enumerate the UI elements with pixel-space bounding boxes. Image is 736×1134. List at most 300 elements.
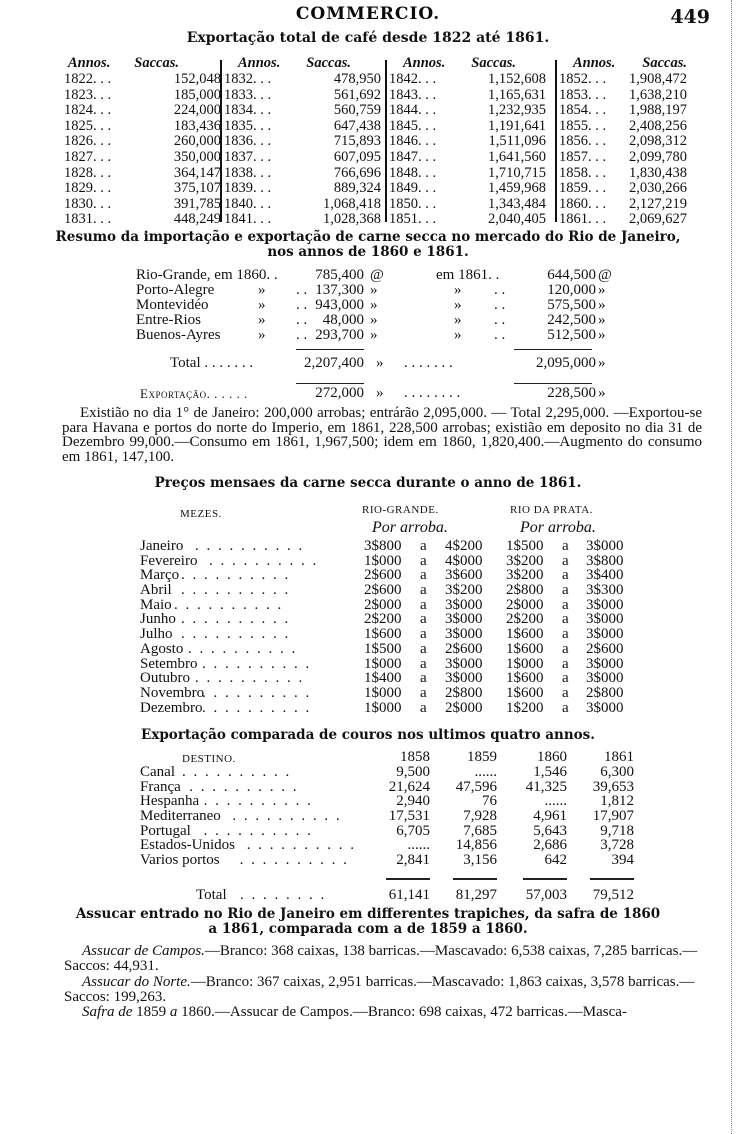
couros-title: Exportação comparada de couros nos ultimos quatro annos. bbox=[141, 727, 595, 743]
coffee-year: 1836. . . bbox=[224, 133, 272, 150]
carne-1861: 644,500 bbox=[547, 267, 596, 283]
carne-row bbox=[136, 268, 636, 283]
coffee-bags: 715,893 bbox=[333, 133, 381, 150]
coffee-bags: 1,988,197 bbox=[629, 102, 687, 119]
rp-min: 2$200 bbox=[506, 611, 544, 628]
coffee-bags: 478,950 bbox=[333, 71, 381, 87]
couros-value: 394 bbox=[611, 852, 634, 869]
carne-origin: Buenos-Ayres bbox=[136, 327, 221, 343]
carne-mid: » bbox=[454, 297, 462, 313]
coffee-bags: 2,408,256 bbox=[629, 117, 687, 134]
couros-table bbox=[140, 749, 634, 903]
carne-summary-table bbox=[136, 268, 636, 401]
leader-dots: . . . . . . . bbox=[404, 355, 453, 371]
carne-paragraph bbox=[62, 406, 702, 464]
rg-min: 1$000 bbox=[364, 699, 402, 716]
coffee-year: 1826. . . bbox=[64, 133, 112, 150]
coffee-header-bags: Saccas. bbox=[306, 55, 351, 71]
carne-origin: Rio-Grande, em 1860. . bbox=[136, 267, 278, 283]
coffee-year: 1840. . . bbox=[224, 195, 272, 212]
export-label: Exportação. . . . . . bbox=[140, 386, 248, 401]
range-sep: a bbox=[562, 626, 569, 643]
couros-row bbox=[140, 822, 634, 839]
coffee-year: 1838. . . bbox=[224, 164, 272, 181]
leader-dots: . . . . . . . . . . bbox=[203, 822, 313, 839]
price-row bbox=[140, 598, 630, 613]
rp-max: 3$800 bbox=[586, 552, 624, 569]
range-sep: a bbox=[420, 582, 427, 599]
carne-1860: 137,300 bbox=[315, 282, 364, 298]
couros-total: 57,003 bbox=[525, 886, 567, 903]
couros-row bbox=[140, 808, 634, 825]
export-rule bbox=[514, 383, 592, 384]
coffee-bags: 766,696 bbox=[333, 164, 381, 181]
coffee-bags: 1,511,096 bbox=[488, 133, 546, 150]
destination: Mediterraneo bbox=[140, 808, 221, 825]
coffee-year: 1857. . . bbox=[559, 149, 607, 165]
rg-min: 2$600 bbox=[364, 582, 402, 599]
page-number: 449 bbox=[670, 6, 710, 28]
rp-min: 1$200 bbox=[506, 699, 544, 716]
unit-mark: » bbox=[598, 297, 606, 313]
unit-mark: » bbox=[376, 355, 384, 371]
destination: Portugal bbox=[140, 822, 191, 839]
rp-min: 3$200 bbox=[506, 567, 544, 584]
coffee-bags: 1,232,935 bbox=[488, 102, 546, 119]
rp-max: 3$000 bbox=[586, 596, 624, 613]
leader-dots: . . . . . . . . bbox=[240, 886, 327, 903]
couros-row bbox=[140, 837, 634, 854]
price-row bbox=[140, 657, 630, 672]
leader-dots: . . bbox=[494, 282, 506, 298]
rg-min: 2$200 bbox=[364, 611, 402, 628]
couros-value: 1,546 bbox=[533, 764, 567, 780]
coffee-bags: 2,069,627 bbox=[629, 211, 687, 228]
coffee-export-table bbox=[64, 56, 704, 228]
leader-dots: . . . . . . . . . . bbox=[174, 596, 284, 613]
leader-dots: . . . . . . . . bbox=[404, 385, 461, 401]
rp-min: 1$600 bbox=[506, 626, 544, 643]
rg-min: 1$000 bbox=[364, 655, 402, 672]
couros-value: 642 bbox=[544, 852, 567, 869]
rp-max: 3$400 bbox=[586, 567, 624, 584]
carne-total-row bbox=[136, 356, 636, 371]
coffee-bags: 364,147 bbox=[173, 164, 221, 181]
coffee-year: 1835. . . bbox=[224, 117, 272, 134]
coffee-header-bags: Saccas. bbox=[471, 55, 516, 71]
coffee-year: 1846. . . bbox=[389, 133, 437, 150]
couros-value: 1,812 bbox=[600, 793, 634, 810]
couros-value: 17,907 bbox=[592, 808, 634, 825]
column-divider bbox=[555, 60, 557, 222]
assucar-norte-text: —Branco: 367 caixas, 2,951 barricas.—Mascavado: 1,863 caixas, 3,578 barricas.—Saccos: 199,263. bbox=[64, 973, 695, 1005]
couros-value: 5,643 bbox=[533, 822, 567, 839]
ditto-mark: » bbox=[258, 327, 266, 343]
couros-value: 41,325 bbox=[525, 778, 567, 795]
export-1861: 228,500 bbox=[547, 385, 596, 401]
leader-dots: . . . . . . . . . . bbox=[189, 778, 299, 795]
rp-min: 1$600 bbox=[506, 670, 544, 687]
rg-min: 1$000 bbox=[364, 684, 402, 701]
destination: Hespanha bbox=[140, 793, 200, 810]
col-rio-grande: RIO-GRANDE. bbox=[362, 504, 439, 516]
price-row bbox=[140, 642, 630, 657]
coffee-column-group bbox=[389, 56, 554, 228]
carne-mid: » bbox=[454, 282, 462, 298]
rp-max: 3$000 bbox=[586, 538, 624, 554]
couros-value: 21,624 bbox=[388, 778, 430, 795]
couros-value: 76 bbox=[482, 793, 497, 810]
coffee-year: 1832. . . bbox=[224, 71, 272, 87]
rp-min: 2$800 bbox=[506, 582, 544, 599]
leader-dots: . . . . . . . . . . bbox=[202, 699, 312, 716]
range-sep: a bbox=[562, 611, 569, 628]
coffee-year: 1830. . . bbox=[64, 195, 112, 212]
coffee-bags: 2,098,312 bbox=[629, 133, 687, 150]
rg-max: 4$000 bbox=[445, 552, 483, 569]
couros-header bbox=[140, 749, 634, 765]
carne-1860: 785,400 bbox=[315, 267, 364, 283]
couros-value: 4,961 bbox=[533, 808, 567, 825]
month-name: Fevereiro bbox=[140, 552, 198, 569]
rg-min: 2$000 bbox=[364, 596, 402, 613]
couros-value: 2,841 bbox=[396, 852, 430, 869]
month-name: Junho bbox=[140, 611, 176, 628]
rg-max: 3$600 bbox=[445, 567, 483, 584]
unit-mark: @ bbox=[598, 267, 612, 283]
month-name: Outubro bbox=[140, 670, 190, 687]
safra-text: 1860.—Assucar de Campos.—Branco: 698 caixas, 472 barricas.—Masca- bbox=[177, 1004, 627, 1021]
assucar-norte bbox=[64, 975, 704, 1006]
coffee-bags: 152,048 bbox=[173, 71, 221, 87]
assucar-campos-text: —Branco: 368 caixas, 138 barricas.—Mascavado: 6,538 caixas, 7,285 barricas.—Saccos: 44,931. bbox=[64, 943, 698, 975]
couros-value: 39,653 bbox=[592, 778, 634, 795]
coffee-year: 1827. . . bbox=[64, 149, 112, 165]
coffee-bags: 2,040,405 bbox=[488, 211, 546, 228]
total-rule bbox=[590, 878, 634, 880]
range-sep: a bbox=[562, 538, 569, 554]
rg-min: 3$800 bbox=[364, 538, 402, 554]
rp-min: 1$600 bbox=[506, 684, 544, 701]
precos-unit-row bbox=[140, 521, 630, 539]
carne-title-line2: nos annos de 1860 e 1861. bbox=[267, 244, 469, 260]
couros-row bbox=[140, 778, 634, 795]
leader-dots: . . . . . . . . . . bbox=[188, 640, 298, 657]
coffee-bags: 2,099,780 bbox=[629, 149, 687, 165]
coffee-bags: 1,908,472 bbox=[629, 71, 687, 87]
rg-max: 4$200 bbox=[445, 538, 483, 554]
couros-value: ...... bbox=[407, 837, 430, 854]
couros-value: 2,686 bbox=[533, 837, 567, 854]
coffee-year: 1861. . . bbox=[559, 211, 607, 228]
running-head: COMMERCIO. bbox=[295, 4, 441, 24]
leader-dots: . . . . . . . . . . bbox=[232, 808, 342, 825]
ditto-mark: » bbox=[258, 282, 266, 298]
coffee-bags: 1,459,968 bbox=[488, 180, 546, 197]
carne-1860: 293,700 bbox=[315, 327, 364, 343]
leader-dots: . . . . . . . . . . bbox=[203, 793, 313, 810]
rp-max: 3$000 bbox=[586, 670, 624, 687]
couros-value: ...... bbox=[544, 793, 567, 810]
coffee-year: 1848. . . bbox=[389, 164, 437, 181]
coffee-bags: 1,638,210 bbox=[629, 86, 687, 103]
couros-value: 3,728 bbox=[600, 837, 634, 854]
rg-max: 2$800 bbox=[445, 684, 483, 701]
coffee-year: 1852. . . bbox=[559, 71, 607, 87]
coffee-year: 1831. . . bbox=[64, 211, 112, 228]
price-row bbox=[140, 568, 630, 583]
safra-year: 1859 bbox=[132, 1004, 170, 1021]
ditto-mark: » bbox=[258, 297, 266, 313]
rg-max: 2$000 bbox=[445, 699, 483, 716]
assucar-paragraphs bbox=[64, 944, 704, 1020]
col-rio-prata: RIO DA PRATA. bbox=[510, 504, 593, 516]
rp-min: 1$000 bbox=[506, 655, 544, 672]
unit-mark: » bbox=[376, 385, 384, 401]
month-name: Abril bbox=[140, 582, 172, 599]
coffee-year: 1834. . . bbox=[224, 102, 272, 119]
coffee-bags: 1,028,368 bbox=[323, 211, 381, 228]
range-sep: a bbox=[420, 552, 427, 569]
coffee-bags: 560,759 bbox=[333, 102, 381, 119]
coffee-year: 1825. . . bbox=[64, 117, 112, 134]
coffee-year: 1853. . . bbox=[559, 86, 607, 103]
destination: Estados-Unidos bbox=[140, 837, 235, 854]
rp-max: 3$000 bbox=[586, 655, 624, 672]
coffee-column-group bbox=[559, 56, 709, 228]
coffee-bags: 183,436 bbox=[173, 117, 221, 134]
unit-mark: » bbox=[598, 312, 606, 328]
range-sep: a bbox=[562, 655, 569, 672]
rp-max: 2$600 bbox=[586, 640, 624, 657]
coffee-year: 1845. . . bbox=[389, 117, 437, 134]
coffee-bags: 1,710,715 bbox=[488, 164, 546, 181]
assucar-norte-lead: Assucar do Norte. bbox=[82, 973, 191, 990]
coffee-year: 1842. . . bbox=[389, 71, 437, 87]
carne-title-line1: Resumo da importação e exportação de carne secca no mercado do Rio de Janeiro, bbox=[55, 229, 681, 245]
coffee-column-group bbox=[64, 56, 229, 228]
carne-origin: Porto-Alegre bbox=[136, 282, 215, 298]
rp-max: 3$000 bbox=[586, 699, 624, 716]
coffee-bags: 607,095 bbox=[333, 149, 381, 165]
assucar-campos-lead: Assucar de Campos. bbox=[82, 943, 205, 959]
coffee-header-year: Annos. bbox=[573, 55, 616, 71]
couros-value: ...... bbox=[474, 764, 497, 780]
range-sep: a bbox=[420, 538, 427, 554]
couros-row bbox=[140, 793, 634, 810]
coffee-bags: 889,324 bbox=[333, 180, 381, 197]
precos-title: Preços mensaes da carne secca durante o anno de 1861. bbox=[154, 475, 582, 491]
month-name: Agosto bbox=[140, 640, 184, 657]
rp-max: 3$000 bbox=[586, 626, 624, 643]
destination: Canal bbox=[140, 764, 175, 780]
assucar-title bbox=[0, 907, 736, 937]
leader-dots: . . bbox=[296, 312, 308, 328]
rp-min: 1$600 bbox=[506, 640, 544, 657]
couros-value: 2,940 bbox=[396, 793, 430, 810]
coffee-title: Exportação total de café desde 1822 até 1861. bbox=[186, 30, 550, 46]
leader-dots: . . . . . . . . . . bbox=[181, 611, 291, 628]
coffee-year: 1833. . . bbox=[224, 86, 272, 103]
month-name: Novembro bbox=[140, 684, 205, 701]
leader-dots: . . bbox=[494, 297, 506, 313]
export-rule bbox=[296, 383, 364, 384]
couros-value: 6,300 bbox=[600, 764, 634, 780]
carne-row bbox=[136, 283, 636, 298]
range-sep: a bbox=[420, 567, 427, 584]
coffee-column-group bbox=[224, 56, 389, 228]
carne-1861: 120,000 bbox=[547, 282, 596, 298]
rp-max: 3$000 bbox=[586, 611, 624, 628]
month-name: Dezembro bbox=[140, 699, 203, 716]
leader-dots: . . . . . . . . . . bbox=[239, 852, 349, 869]
coffee-bags: 1,191,641 bbox=[488, 117, 546, 134]
rg-min: 1$600 bbox=[364, 626, 402, 643]
leader-dots: . . bbox=[296, 282, 308, 298]
price-row bbox=[140, 539, 630, 554]
col-year: 1861 bbox=[604, 749, 634, 765]
range-sep: a bbox=[562, 699, 569, 716]
col-year: 1859 bbox=[467, 749, 497, 765]
leader-dots: . . bbox=[296, 327, 308, 343]
assucar-title-line1: Assucar entrado no Rio de Janeiro em differentes trapiches, da safra de 1860 bbox=[75, 906, 661, 922]
carne-mid: » bbox=[454, 312, 462, 328]
range-sep: a bbox=[420, 640, 427, 657]
carne-export-row bbox=[136, 386, 636, 401]
price-row bbox=[140, 554, 630, 569]
price-row bbox=[140, 612, 630, 627]
coffee-bags: 1,068,418 bbox=[323, 195, 381, 212]
coffee-year: 1839. . . bbox=[224, 180, 272, 197]
unit-mark: » bbox=[370, 312, 378, 328]
destination: Varios portos bbox=[140, 852, 220, 869]
range-sep: a bbox=[420, 655, 427, 672]
assucar-safra bbox=[64, 1005, 704, 1020]
rp-min: 2$000 bbox=[506, 596, 544, 613]
total-1860: 2,207,400 bbox=[304, 355, 364, 371]
couros-value: 17,531 bbox=[388, 808, 430, 825]
leader-dots: . . . . . . . . . . bbox=[182, 764, 292, 780]
coffee-header-bags: Saccas. bbox=[134, 55, 179, 71]
unit-mark: » bbox=[370, 297, 378, 313]
carne-row bbox=[136, 328, 636, 343]
month-name: Maio bbox=[140, 596, 172, 613]
coffee-year: 1855. . . bbox=[559, 117, 607, 134]
rg-max: 3$200 bbox=[445, 582, 483, 599]
unit-rio-prata: Por arroba. bbox=[520, 519, 596, 536]
rg-max: 3$000 bbox=[445, 655, 483, 672]
leader-dots: . . . . . . . . . . bbox=[202, 684, 312, 701]
assucar-title-line2: a 1861, comparada com a de 1859 a 1860. bbox=[208, 921, 528, 937]
coffee-year: 1847. . . bbox=[389, 149, 437, 165]
total-label: Total bbox=[196, 886, 227, 903]
rg-max: 3$000 bbox=[445, 596, 483, 613]
rg-max: 3$000 bbox=[445, 626, 483, 643]
coffee-year: 1856. . . bbox=[559, 133, 607, 150]
rg-min: 1$500 bbox=[364, 640, 402, 657]
ditto-mark: » bbox=[258, 312, 266, 328]
rg-min: 1$400 bbox=[364, 670, 402, 687]
couros-value: 14,856 bbox=[455, 837, 497, 854]
coffee-bags: 1,641,560 bbox=[488, 149, 546, 165]
col-destino: DESTINO. bbox=[182, 753, 236, 765]
carne-origin: Entre-Rios bbox=[136, 312, 201, 328]
couros-value: 9,718 bbox=[600, 822, 634, 839]
unit-rio-grande: Por arroba. bbox=[372, 519, 448, 536]
couros-row bbox=[140, 764, 634, 780]
unit-mark: » bbox=[598, 327, 606, 343]
export-1860: 272,000 bbox=[315, 385, 364, 401]
range-sep: a bbox=[420, 670, 427, 687]
month-name: Setembro bbox=[140, 655, 198, 672]
column-divider bbox=[385, 60, 387, 222]
couros-value: 47,596 bbox=[455, 778, 497, 795]
coffee-year: 1829. . . bbox=[64, 180, 112, 197]
column-divider bbox=[220, 60, 222, 222]
rg-min: 1$000 bbox=[364, 552, 402, 569]
leader-dots: . . . . . . . . . . bbox=[181, 582, 291, 599]
couros-value: 6,705 bbox=[396, 822, 430, 839]
total-1861: 2,095,000 bbox=[536, 355, 596, 371]
total-rule bbox=[514, 349, 592, 350]
coffee-bags: 350,000 bbox=[173, 149, 221, 165]
rp-max: 2$800 bbox=[586, 684, 624, 701]
rp-min: 1$500 bbox=[506, 538, 544, 554]
carne-row bbox=[136, 298, 636, 313]
price-row bbox=[140, 671, 630, 686]
coffee-year: 1851. . . bbox=[389, 211, 437, 228]
col-year: 1858 bbox=[400, 749, 430, 765]
unit-mark: » bbox=[598, 385, 606, 401]
page-edge bbox=[728, 0, 732, 1134]
range-sep: a bbox=[562, 684, 569, 701]
unit-mark: » bbox=[598, 282, 606, 298]
carne-row bbox=[136, 313, 636, 328]
range-sep: a bbox=[562, 670, 569, 687]
coffee-bags: 224,000 bbox=[173, 102, 221, 119]
range-sep: a bbox=[420, 684, 427, 701]
coffee-header-year: Annos. bbox=[68, 55, 111, 71]
carne-1860: 48,000 bbox=[322, 312, 364, 328]
carne-mid: » bbox=[454, 327, 462, 343]
carne-paragraph-text: Existião no dia 1° de Janeiro: 200,000 arrobas; entrárão 2,095,000. — Total 2,295,000. —Exportou-se para Havana e portos do norte do Imperio, em 1861, 228,500 arrobas; existião em deposito no dia 31 de Dezembro 99,000.—Consumo em 1861, 1,967,500; idem em 1860, 1,820,400.—Augmento do consumo em 1861, 147,100. bbox=[62, 405, 702, 465]
rp-max: 3$300 bbox=[586, 582, 624, 599]
rg-min: 2$600 bbox=[364, 567, 402, 584]
destination: França bbox=[140, 778, 181, 795]
month-name: Julho bbox=[140, 626, 173, 643]
coffee-year: 1854. . . bbox=[559, 102, 607, 119]
coffee-year: 1823. . . bbox=[64, 86, 112, 103]
coffee-year: 1849. . . bbox=[389, 180, 437, 197]
carne-origin: Montevidéo bbox=[136, 297, 209, 313]
coffee-year: 1858. . . bbox=[559, 164, 607, 181]
leader-dots: . . . . . . . . . . bbox=[195, 670, 305, 687]
couros-value: 7,928 bbox=[463, 808, 497, 825]
assucar-campos bbox=[64, 944, 704, 975]
coffee-header-bags: Saccas. bbox=[642, 55, 687, 71]
price-row bbox=[140, 583, 630, 598]
coffee-year: 1837. . . bbox=[224, 149, 272, 165]
range-sep: a bbox=[562, 567, 569, 584]
col-year: 1860 bbox=[537, 749, 567, 765]
couros-value: 9,500 bbox=[396, 764, 430, 780]
price-row bbox=[140, 686, 630, 701]
coffee-bags: 1,343,484 bbox=[488, 195, 546, 212]
coffee-bags: 1,152,608 bbox=[488, 71, 546, 87]
safra-lead: Safra de bbox=[82, 1004, 133, 1021]
leader-dots: . . . . . . . . . . bbox=[202, 655, 312, 672]
range-sep: a bbox=[562, 596, 569, 613]
